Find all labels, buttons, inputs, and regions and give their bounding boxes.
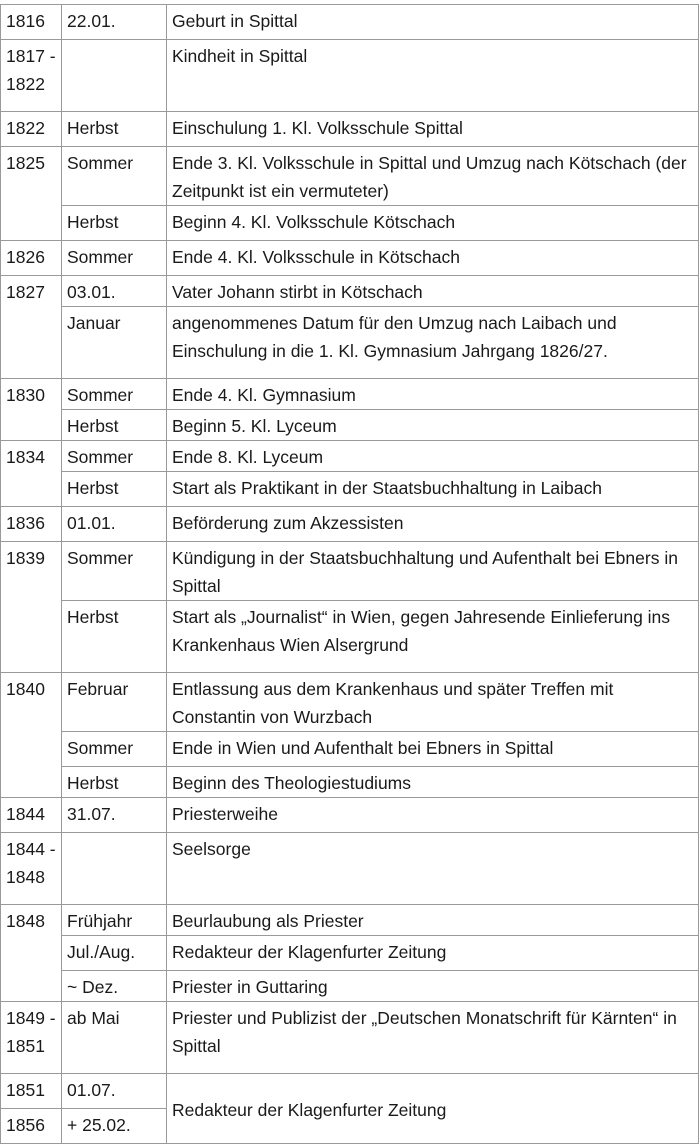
event-cell: Start als Praktikant in der Staatsbuchhaltung in Laibach (167, 472, 699, 507)
date-cell: Frühjahr (62, 905, 167, 936)
table-row (1, 472, 699, 507)
date-cell: Sommer (62, 379, 167, 410)
event-cell: Beförderung zum Akzessisten (167, 507, 699, 542)
event-cell: Ende in Wien und Aufenthalt bei Ebners in Spittal (167, 732, 699, 767)
date-cell: Sommer (62, 542, 167, 601)
date-cell: 03.01. (62, 276, 167, 307)
year-cell: 1830 (1, 379, 62, 441)
date-cell: Herbst (62, 206, 167, 241)
event-cell: Beginn 5. Kl. Lyceum (167, 410, 699, 441)
date-cell (62, 40, 167, 112)
year-cell: 1826 (1, 241, 62, 276)
event-cell: Redakteur der Klagenfurter Zeitung (167, 1074, 699, 1144)
year-cell: 1844 - 1848 (1, 833, 62, 905)
year-cell: 1836 (1, 507, 62, 542)
date-cell: 01.01. (62, 507, 167, 542)
date-cell: Herbst (62, 601, 167, 673)
table-row (1, 147, 699, 206)
date-cell: ab Mai (62, 1002, 167, 1074)
event-cell: Ende 4. Kl. Gymnasium (167, 379, 699, 410)
event-cell: Priester und Publizist der „Deutschen Monatschrift für Kärnten“ in Spittal (167, 1002, 699, 1074)
date-cell: Herbst (62, 767, 167, 798)
year-cell: 1816 (1, 5, 62, 40)
date-cell: Jul./Aug. (62, 936, 167, 971)
event-cell: Start als „Journalist“ in Wien, gegen Jahresende Einlieferung ins Krankenhaus Wien Alsergrund (167, 601, 699, 673)
year-cell: 1849 - 1851 (1, 1002, 62, 1074)
date-cell: Sommer (62, 732, 167, 767)
table-row (1, 40, 699, 112)
date-cell: + 25.02. (62, 1109, 167, 1144)
table-row (1, 1074, 699, 1109)
year-cell: 1825 (1, 147, 62, 241)
year-cell: 1856 (1, 1109, 62, 1144)
event-cell: Ende 8. Kl. Lyceum (167, 441, 699, 472)
table-row (1, 798, 699, 833)
date-cell (62, 833, 167, 905)
date-cell: ~ Dez. (62, 971, 167, 1002)
date-cell: Herbst (62, 112, 167, 147)
year-cell: 1851 (1, 1074, 62, 1109)
year-cell: 1839 (1, 542, 62, 673)
table-row (1, 5, 699, 40)
date-cell: Februar (62, 673, 167, 732)
table-row (1, 206, 699, 241)
table-row (1, 601, 699, 673)
table-row (1, 767, 699, 798)
table-row (1, 307, 699, 379)
date-cell: Januar (62, 307, 167, 379)
event-cell: Entlassung aus dem Krankenhaus und später Treffen mit Constantin von Wurzbach (167, 673, 699, 732)
table-row (1, 542, 699, 601)
date-cell: Herbst (62, 410, 167, 441)
event-cell: Vater Johann stirbt in Kötschach (167, 276, 699, 307)
event-cell: Geburt in Spittal (167, 5, 699, 40)
year-cell: 1840 (1, 673, 62, 798)
date-cell: Sommer (62, 147, 167, 206)
event-cell: Redakteur der Klagenfurter Zeitung (167, 936, 699, 971)
event-cell: Kindheit in Spittal (167, 40, 699, 112)
year-cell: 1827 (1, 276, 62, 379)
event-cell: Seelsorge (167, 833, 699, 905)
event-cell: Beurlaubung als Priester (167, 905, 699, 936)
year-cell: 1834 (1, 441, 62, 507)
table-row (1, 410, 699, 441)
date-cell: 22.01. (62, 5, 167, 40)
table-row (1, 441, 699, 472)
table-row (1, 833, 699, 905)
event-cell: angenommenes Datum für den Umzug nach Laibach und Einschulung in die 1. Kl. Gymnasium Jahrgang 1826/27. (167, 307, 699, 379)
year-cell: 1822 (1, 112, 62, 147)
event-cell: Einschulung 1. Kl. Volksschule Spittal (167, 112, 699, 147)
event-cell: Priesterweihe (167, 798, 699, 833)
event-cell: Beginn des Theologiestudiums (167, 767, 699, 798)
table-row (1, 1002, 699, 1074)
table-row (1, 276, 699, 307)
event-cell: Ende 3. Kl. Volksschule in Spittal und Umzug nach Kötschach (der Zeitpunkt ist ein vermuteter) (167, 147, 699, 206)
event-cell: Priester in Guttaring (167, 971, 699, 1002)
event-cell: Kündigung in der Staatsbuchhaltung und Aufenthalt bei Ebners in Spittal (167, 542, 699, 601)
year-cell: 1848 (1, 905, 62, 1002)
table-row (1, 971, 699, 1002)
date-cell: Sommer (62, 241, 167, 276)
date-cell: Herbst (62, 472, 167, 507)
table-row (1, 241, 699, 276)
date-cell: 01.07. (62, 1074, 167, 1109)
table-row (1, 732, 699, 767)
timeline-table (0, 4, 699, 1144)
table-row (1, 112, 699, 147)
year-cell: 1817 - 1822 (1, 40, 62, 112)
table-row (1, 379, 699, 410)
table-row (1, 507, 699, 542)
date-cell: Sommer (62, 441, 167, 472)
event-cell: Ende 4. Kl. Volksschule in Kötschach (167, 241, 699, 276)
table-row (1, 936, 699, 971)
date-cell: 31.07. (62, 798, 167, 833)
year-cell: 1844 (1, 798, 62, 833)
table-row (1, 673, 699, 732)
event-cell: Beginn 4. Kl. Volksschule Kötschach (167, 206, 699, 241)
table-row (1, 905, 699, 936)
